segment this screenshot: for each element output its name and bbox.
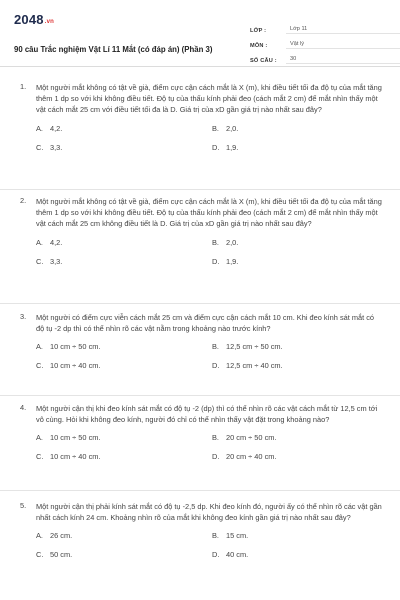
question-text: Một người mắt không có tật về già, điểm cực cận cách mắt là X (m), khi điều tiết tối đa độ tụ của mắt tăng thêm 1 dp so với khi không điều tiết. Độ tụ của thấu kính phải đeo (cách mắt 2 cm) để mắt nhìn thấy một vật cách mắt 25 cm với điều tiết tối đa là D. Giá trị của xD gần giá trị nào nhất sau đây? xyxy=(36,83,382,115)
question-number: 4. xyxy=(20,403,27,412)
option-letter: B. xyxy=(212,123,219,133)
option-letter: C. xyxy=(36,550,44,560)
option-letter: C. xyxy=(36,361,44,371)
answer-option-d[interactable] xyxy=(212,452,388,461)
option-letter: C. xyxy=(36,142,44,152)
option-letter: C. xyxy=(36,256,44,266)
question-text: Một người mắt không có tật về già, điểm cực cận cách mắt là X (m), khi điều tiết tối đa độ tụ của mắt tăng thêm 1 dp so với khi không điều tiết. Độ tụ của thấu kính phải đeo (cách mắt 2 cm) để mắt nhìn thấy một vật cách mắt 25 cm không điều tiết là D. Giá trị của xD gần giá trị nào nhất sau đây? xyxy=(36,197,382,229)
answer-options xyxy=(36,238,382,266)
option-text: 50 cm. xyxy=(50,550,73,560)
question-4 xyxy=(20,403,382,461)
question-text: Một người cận thị phải kính sát mắt có độ tụ -2,5 dp. Khi đeo kính đó, người ấy có thể nhìn rõ các vật gần nhất cách kính 24 cm. Khoảng nhìn rõ của mắt khi không đeo kính gần giá trị nào nhất sau đây? xyxy=(36,502,382,523)
meta-value: Lớp 11 xyxy=(286,26,400,34)
option-letter: B. xyxy=(212,342,219,352)
answer-option-c[interactable] xyxy=(36,452,212,461)
option-text: 4,2. xyxy=(50,123,63,133)
page-title: 90 câu Trắc nghiệm Vật Lí 11 Mắt (có đáp án) (Phần 3) xyxy=(14,45,213,54)
option-letter: A. xyxy=(36,123,43,133)
answer-option-b[interactable] xyxy=(212,531,388,540)
worksheet-meta xyxy=(250,22,400,67)
question-separator xyxy=(0,303,400,304)
option-text: 15 cm. xyxy=(226,531,249,541)
option-letter: D. xyxy=(212,452,220,462)
option-text: 3,3. xyxy=(50,142,63,152)
meta-row-class xyxy=(250,22,400,34)
meta-value: Vật lý xyxy=(286,41,400,49)
page-header xyxy=(14,12,386,64)
option-text: 12,5 cm ÷ 40 cm. xyxy=(226,361,283,371)
option-text: 10 cm ÷ 40 cm. xyxy=(50,452,101,462)
option-letter: D. xyxy=(212,256,220,266)
option-letter: D. xyxy=(212,142,220,152)
answer-option-b[interactable] xyxy=(212,433,388,442)
answer-option-d[interactable] xyxy=(212,361,388,370)
meta-label: SỐ CÂU : xyxy=(250,58,277,64)
answer-option-d[interactable] xyxy=(212,143,388,152)
question-text: Một người có điểm cực viễn cách mắt 25 cm và điểm cực cận cách mắt 10 cm. Khi đeo kính sát mắt có độ tụ -2 dp thì có thể nhìn rõ các vật nằm trong khoảng nào trước kính? xyxy=(36,313,375,334)
header-divider xyxy=(0,66,400,67)
option-text: 40 cm. xyxy=(226,550,249,560)
logo-main: 2048 xyxy=(14,12,44,27)
answer-option-b[interactable] xyxy=(212,124,388,133)
answer-options xyxy=(36,124,382,152)
option-text: 1,9. xyxy=(226,256,239,266)
option-letter: A. xyxy=(36,237,43,247)
question-number: 5. xyxy=(20,501,27,510)
answer-option-c[interactable] xyxy=(36,361,212,370)
option-text: 4,2. xyxy=(50,237,63,247)
meta-row-count xyxy=(250,52,400,64)
answer-option-b[interactable] xyxy=(212,342,388,351)
question-separator xyxy=(0,189,400,190)
question-text: Một người cận thị khi đeo kính sát mắt có độ tụ -2 (dp) thì có thể nhìn rõ các vật cách mắt từ 12,5 cm tới vô cùng. Hỏi khi không đeo kính, người đó chỉ có thể nhìn thấy vật đặt trong khoảng nào? xyxy=(36,404,378,425)
answer-option-a[interactable] xyxy=(36,433,212,442)
option-text: 10 cm ÷ 50 cm. xyxy=(50,433,101,443)
answer-option-d[interactable] xyxy=(212,257,388,266)
option-text: 20 cm ÷ 50 cm. xyxy=(226,433,277,443)
answer-options xyxy=(36,433,382,461)
logo-suffix: .vn xyxy=(44,19,55,25)
answer-option-c[interactable] xyxy=(36,257,212,266)
option-letter: C. xyxy=(36,452,44,462)
option-text: 26 cm. xyxy=(50,531,73,541)
answer-option-c[interactable] xyxy=(36,143,212,152)
question-number: 1. xyxy=(20,82,27,91)
option-letter: D. xyxy=(212,361,220,371)
question-separator xyxy=(0,395,400,396)
question-3 xyxy=(20,312,382,370)
option-text: 10 cm ÷ 50 cm. xyxy=(50,342,101,352)
site-logo[interactable] xyxy=(14,12,54,27)
question-2 xyxy=(20,196,382,266)
option-letter: A. xyxy=(36,433,43,443)
meta-row-subject xyxy=(250,37,400,49)
option-text: 2,0. xyxy=(226,237,239,247)
option-text: 1,9. xyxy=(226,142,239,152)
option-letter: D. xyxy=(212,550,220,560)
answer-option-b[interactable] xyxy=(212,238,388,247)
option-letter: A. xyxy=(36,342,43,352)
option-text: 3,3. xyxy=(50,256,63,266)
option-letter: A. xyxy=(36,531,43,541)
answer-options xyxy=(36,531,382,559)
question-5 xyxy=(20,501,382,559)
answer-option-d[interactable] xyxy=(212,550,388,559)
meta-label: LỚP : xyxy=(250,28,267,34)
option-text: 20 cm ÷ 40 cm. xyxy=(226,452,277,462)
option-letter: B. xyxy=(212,433,219,443)
question-number: 3. xyxy=(20,312,27,321)
answer-option-a[interactable] xyxy=(36,531,212,540)
option-text: 2,0. xyxy=(226,123,239,133)
question-separator xyxy=(0,490,400,491)
answer-option-a[interactable] xyxy=(36,238,212,247)
meta-label: MÔN : xyxy=(250,43,268,49)
question-number: 2. xyxy=(20,196,27,205)
answer-option-a[interactable] xyxy=(36,124,212,133)
option-text: 10 cm ÷ 40 cm. xyxy=(50,361,101,371)
question-1 xyxy=(20,82,382,152)
answer-option-a[interactable] xyxy=(36,342,212,351)
option-text: 12,5 cm ÷ 50 cm. xyxy=(226,342,283,352)
meta-value: 30 xyxy=(286,56,400,64)
option-letter: B. xyxy=(212,237,219,247)
answer-option-c[interactable] xyxy=(36,550,212,559)
answer-options xyxy=(36,342,382,370)
option-letter: B. xyxy=(212,531,219,541)
